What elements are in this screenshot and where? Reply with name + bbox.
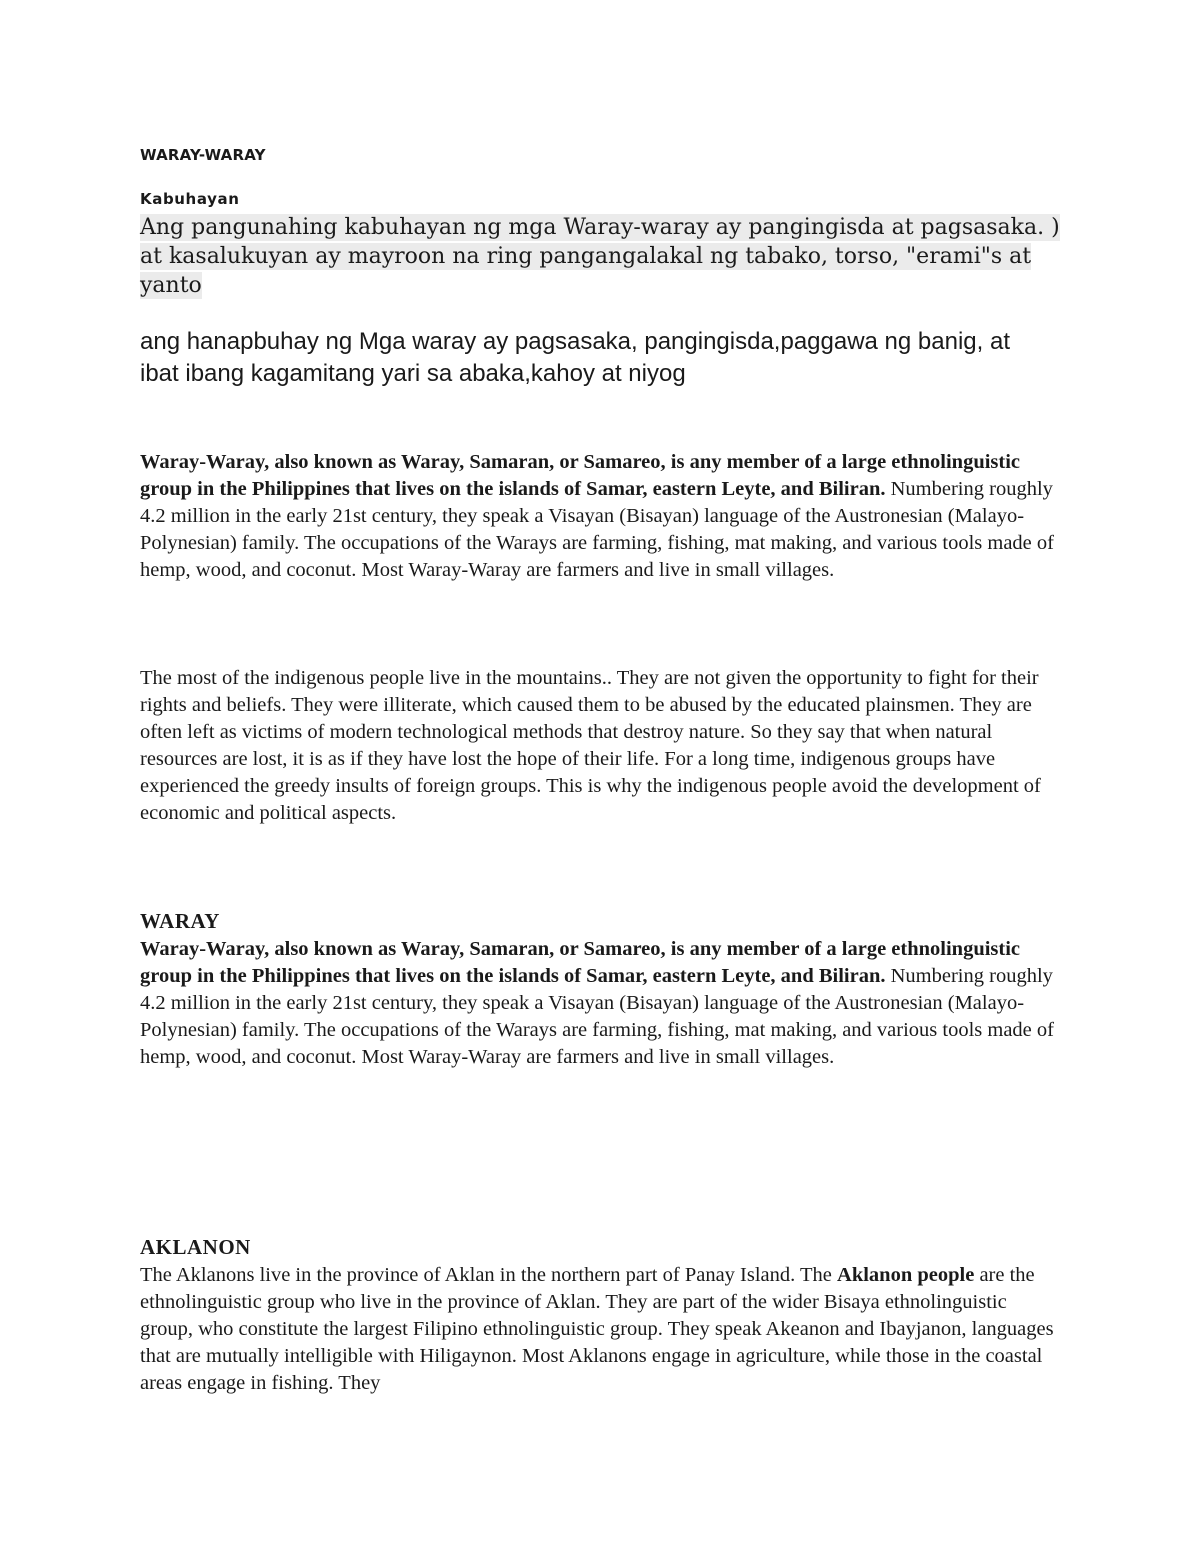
heading-aklanon: AKLANON xyxy=(140,1235,251,1259)
waray-repeat-paragraph xyxy=(140,936,1055,1071)
aklanon-paragraph xyxy=(140,1262,1055,1397)
waray-intro-rest: Numbering roughly 4.2 million in the early 21st century, they speak a Visayan (Bisayan) language of the Austronesian (Malayo-Polynesian) family. The occupations of the Warays are farming, fishing, mat making, and various tools made of hemp, wood, and coconut. Most Waray-Waray are farmers and live in small villages. xyxy=(140,478,1054,581)
highlighted-text: Ang pangunahing kabuhayan ng mga Waray-waray ay pangingisda at pagsasaka. ) at kasalukuyan ay mayroon na ring pangangalakal ng tabako, torso, "erami"s at yanto xyxy=(140,215,1060,298)
highlighted-paragraph xyxy=(140,213,1060,300)
page-title: WARAY-WARAY xyxy=(140,146,266,164)
waray-intro-paragraph xyxy=(140,449,1055,584)
section-subtitle: Kabuhayan xyxy=(140,190,240,208)
aklanon-intro: The Aklanons live in the province of Aklan in the northern part of Panay Island. The xyxy=(140,1264,838,1286)
indigenous-paragraph: The most of the indigenous people live in the mountains.. They are not given the opportunity to fight for their rights and beliefs. They were illiterate, which caused them to be abused by the educated plainsmen. They are often left as victims of modern technological methods that destroy nature. So they say that when natural resources are lost, it is as if they have lost the hope of their life. For a long time, indigenous groups have experienced the greedy insults of foreign groups. This is why the indigenous people avoid the development of economic and political aspects. xyxy=(140,667,1041,824)
aklanon-bold: Aklanon people xyxy=(837,1264,975,1286)
waray-repeat-rest: Numbering roughly 4.2 million in the early 21st century, they speak a Visayan (Bisayan) language of the Austronesian (Malayo-Polynesian) family. The occupations of the Warays are farming, fishing, mat making, and various tools made of hemp, wood, and coconut. Most Waray-Waray are farmers and live in small villages. xyxy=(140,965,1054,1068)
waray-repeat-bold: Waray-Waray, also known as Waray, Samaran, or Samareo, is any member of a large ethnolinguistic group in the Philippines that lives on the islands of Samar, eastern Leyte, and Biliran. xyxy=(140,938,1021,987)
hanapbuhay-paragraph: ang hanapbuhay ng Mga waray ay pagsasaka, pangingisda,paggawa ng banig, at ibat ibang kagamitang yari sa abaka,kahoy at niyog xyxy=(140,328,1010,387)
aklanon-rest: are the ethnolinguistic group who live in the province of Aklan. They are part of the wider Bisaya ethnolinguistic group, who constitute the largest Filipino ethnolinguistic group. They speak Akeanon and Ibayjanon, languages that are mutually intelligible with Hiligaynon. Most Aklanons engage in agriculture, while those in the coastal areas engage in fishing. They xyxy=(140,1264,1054,1394)
heading-waray: WARAY xyxy=(140,909,220,933)
waray-intro-bold: Waray-Waray, also known as Waray, Samaran, or Samareo, is any member of a large ethnolinguistic group in the Philippines that lives on the islands of Samar, eastern Leyte, and Biliran. xyxy=(140,451,1021,500)
